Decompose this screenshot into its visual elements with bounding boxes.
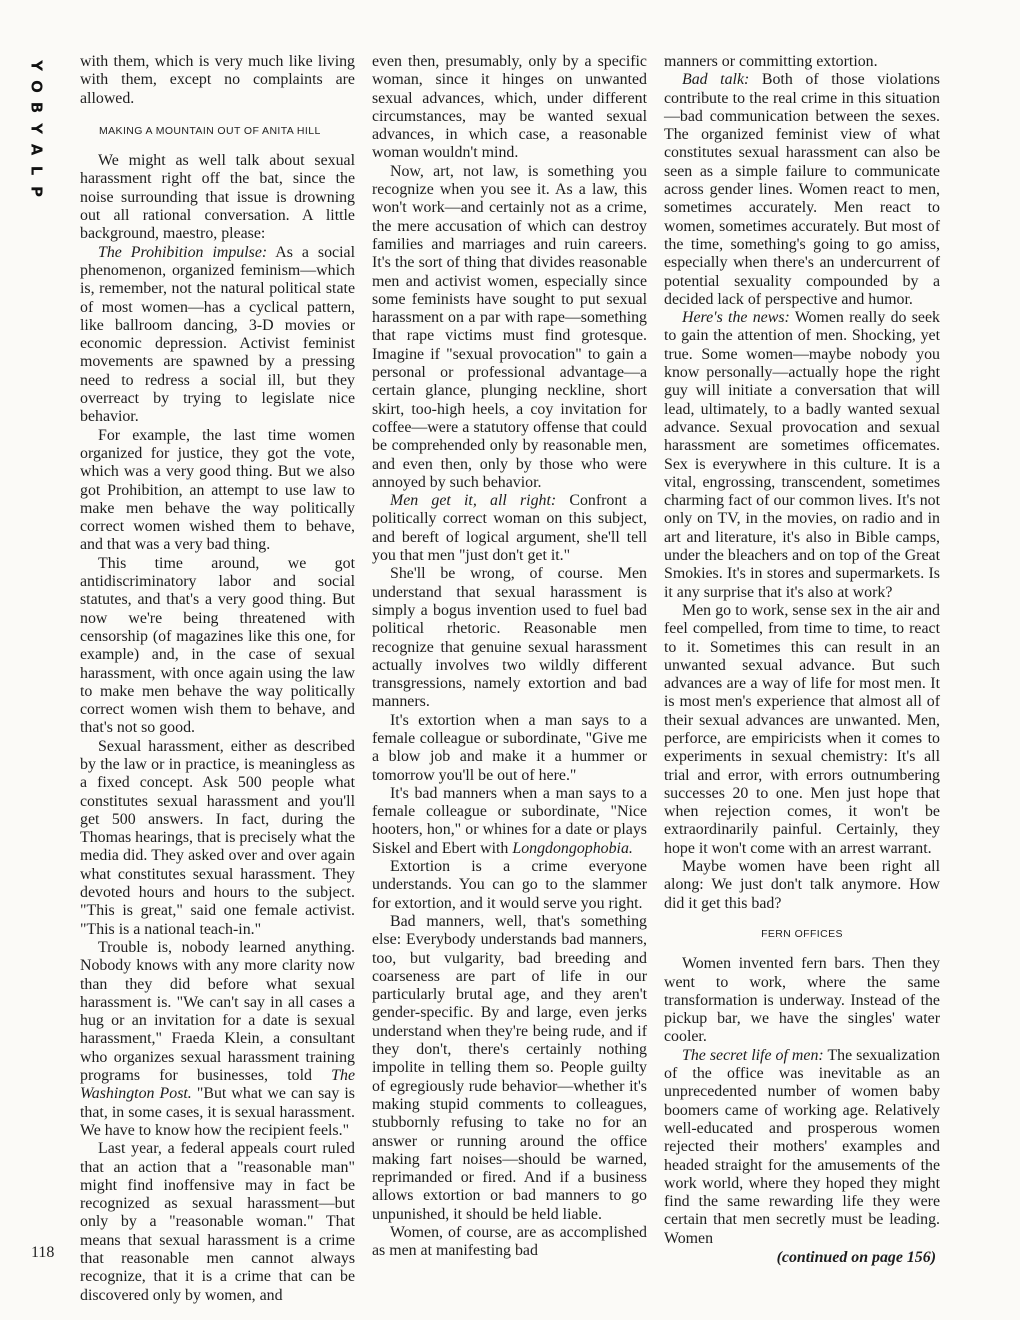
paragraph-text: The sexualization of the office was inevitable as an unprecedented number of women baby boomers came of working age. Relatively well-educated and prosperous women rejected their mothers' examples and headed straight for the amusements of the work world, where they hoped they might find the same rewarding life they were certain that men secretly must be leading. Women: [664, 1046, 940, 1247]
paragraph: manners or committing extortion.: [664, 53, 878, 70]
paragraph: [664, 309, 940, 602]
paragraph: It's extortion when a man says to a female colleague or subordinate, "Give me a blow job and make it a hummer or tomorrow you'll be out of here.": [372, 711, 647, 784]
section-subhead: MAKING A MOUNTAIN OUT OF ANITA HILL: [99, 124, 321, 137]
paragraph: [80, 939, 355, 1140]
paragraph: For example, the last time women organized for justice, they got the vote, which was a very good thing. But we also got Prohibition, an attempt to use law to make men behave the way politically correct women wished them to behave, and that was a very bad thing.: [80, 426, 355, 554]
paragraph: Women, of course, are as accomplished as men at manifesting bad: [372, 1224, 647, 1260]
run-in-head: Here's the news:: [682, 309, 790, 327]
run-in-head: The Prohibition impulse:: [98, 243, 268, 261]
paragraph-text: Confront a politically correct woman on this subject, and bereft of logical argument, she'll tell you that men "just don't get it.": [372, 492, 647, 565]
paragraph: [372, 785, 647, 858]
page-number: 118: [31, 1244, 55, 1261]
paragraph-text: "But what we can say is that, in some cases, it is sexual harassment. We have to know how the recipient feels.": [80, 1085, 355, 1139]
film-title: Longdongophobia.: [512, 839, 633, 857]
masthead-letter: B: [27, 101, 46, 114]
publication-name: The Washington Post.: [80, 1067, 355, 1103]
paragraph: [664, 71, 940, 309]
paragraph: She'll be wrong, of course. Men understand that sexual harassment is simply a bogus invention used to fuel bad political rhetoric. Reasonable men recognize that genuine sexual harassment actually involves two wildly different transgressions, namely extortion and bad manners.: [372, 565, 647, 711]
paragraph: [372, 492, 647, 565]
paragraph: Sexual harassment, either as described by the law or in practice, is meaningless as a fixed concept. Ask 500 people what constitutes sexual harassment and you'll get 500 answers. In fact, during the Thomas hearings, that is precisely what the media did. They asked over and over again what constitutes sexual harassment. They devoted hours and hours to the subject. "This is great," said one female activist. "This is a national teach-in.": [80, 737, 355, 938]
paragraph: Women invented fern bars. Then they went to work, where the same transformation is underway. Instead of the pickup bar, we have the singles' water cooler.: [664, 955, 940, 1046]
paragraph: [664, 1047, 940, 1248]
text-column-1: [80, 53, 355, 1305]
section-subhead: FERN OFFICES: [761, 927, 843, 940]
masthead-letter: Y: [27, 123, 46, 134]
paragraph: We might as well talk about sexual harassment right off the bat, since the noise surrounding that issue is drowning out all rational conversation. A little background, maestro, please:: [80, 152, 355, 243]
masthead-letter: P: [27, 186, 46, 197]
paragraph: even then, presumably, only by a specific woman, since it hinges on unwanted sexual advances, which, under different circumstances, may be wanted sexual advances, in which case, a reasonable woman wouldn't mind.: [372, 53, 647, 162]
text-column-2: [372, 53, 647, 1261]
paragraph: Now, art, not law, is something you recognize when you see it. As a law, this won't work—and certainly not as a crime, the mere accusation of which can destroy families and marriages and ruin careers. It's the sort of thing that divides reasonable men and activist women, especially since some feminists have sought to put sexual harassment on a par with rape—something that rape victims must find grotesque. Imagine if "sexual provocation" to gain a personal or professional advantage—a certain glance, plunging neckline, short skirt, too-high heels, a coy invitation for coffee—were a statutory offense that could be comprehended only by reasonable men, and even then, only by those who were annoyed by such behavior.: [372, 162, 647, 491]
masthead-letter: L: [27, 165, 46, 176]
masthead-letter: O: [27, 80, 46, 93]
text-column-3: [664, 53, 940, 1267]
paragraph: Extortion is a crime everyone understands. You can go to the slammer for extortion, and it would serve you right.: [372, 858, 647, 912]
masthead-letter: A: [27, 143, 46, 156]
paragraph-text: As a social phenomenon, organized feminism—which is, remember, not the natural political state of most women—has a cyclical pattern, like ballroom dancing, 3-D movies or economic depression. Activist feminist movements are spawned by a pressing need to redress a social ill, but they overreact by trying to legislate nice behavior.: [80, 243, 355, 426]
run-in-head: Men get it, all right:: [390, 492, 557, 510]
paragraph: Men go to work, sense sex in the air and feel compelled, from time to time, to react to it. Sometimes this can result in an unwanted sexual advance. But such advances are a way of life for most men. It is most men's experience that almost all of their sexual advances are unwanted. Men, perforce, are empiricists when it comes to experiments in sexual chemistry: It's all trial and error, with errors outnumbering successes 20 to one. Men just hope that when rejection comes, it won't be extraordinarily painful. Certainly, they hope it won't come with an arrest warrant.: [664, 601, 940, 857]
masthead-vertical: [26, 55, 46, 202]
run-in-head: Bad talk:: [682, 71, 750, 89]
paragraph-text: Trouble is, nobody learned anything. Nobody knows with any more clarity now than they did before what sexual harassment is. "We can't say in all cases a hug or an invitation for a date is sexual harassment," Fraeda Klein, a consultant who organizes sexual harassment training programs for businesses, told: [80, 938, 355, 1085]
masthead-letter: Y: [27, 60, 46, 71]
paragraph: Bad manners, well, that's something else: Everybody understands bad manners, too, but vulgarity, bad breeding and coarseness are part of life in our particularly brutal age, and they aren't gender-specific. By and large, even jerks understand when they're being rude, and if they don't, there's certainly nothing impolite in telling them so. People guilty of egregiously rude behavior—whether it's making stupid comments to colleagues, stubbornly refusing to take no for an answer or running around the office making fart noises—should be warned, reprimanded or fired. And if a business allows extortion or bad manners to go unpunished, it should be held liable.: [372, 912, 647, 1223]
paragraph-text: It's bad manners when a man says to a female colleague or subordinate, "Nice hooters, hon," or whines for a date or plays Siskel and Ebert with: [372, 784, 647, 857]
run-in-head: The secret life of men:: [682, 1046, 824, 1064]
continuation-note: (continued on page 156): [776, 1249, 936, 1266]
paragraph: with them, which is very much like living with them, except no complaints are allowed.: [80, 53, 355, 107]
paragraph: Last year, a federal appeals court ruled that an action that a "reasonable man" might find inoffensive may in fact be recognized as sexual harassment—but only by a "reasonable woman." That means that sexual harassment is a crime that reasonable men cannot always recognize, that it is a crime that can be discovered only by women, and: [80, 1140, 355, 1304]
paragraph: Maybe women have been right all along: We just don't talk anymore. How did it get this bad?: [664, 858, 940, 912]
paragraph: [80, 244, 355, 427]
paragraph-text: Women really do seek to gain the attention of men. Shocking, yet true. Some women—maybe nobody you know personally—actually hope the right guy will initiate a conversation that will lead, ultimately, to a badly wanted sexual advance. Sexual provocation and sexual harassment are sometimes officemates. Sex is everywhere in this culture. It is a vital, engrossing, transcendent, sometimes charming fact of our common lives. It's not only on TV, in the movies, on radio and in art and literature, it's also in Bible camps, under the bleachers and on top of the Great Smokies. It's in stores and supermarkets. Is it any surprise that it's also at work?: [664, 309, 940, 601]
paragraph-text: Both of those violations contribute to the real crime in this situation—bad communication between the sexes. The organized feminist view of what constitutes sexual harassment can also be seen as a simple failure to communicate across gender lines. Women react to men, sometimes accurately. Men react to women, sometimes accurately. But most of the time, something's going to go amiss, especially when there's an undercurrent of potential sexuality compounded by a decided lack of perspective and humor.: [664, 71, 940, 308]
paragraph: This time around, we got antidiscriminatory labor and social statutes, and that's a very good thing. But now we're being threatened with censorship (of magazines like this one, for example) and, in the case of sexual harassment, with once again using the law to make men behave the way politically correct women wish them to behave, and that's not so good.: [80, 554, 355, 737]
